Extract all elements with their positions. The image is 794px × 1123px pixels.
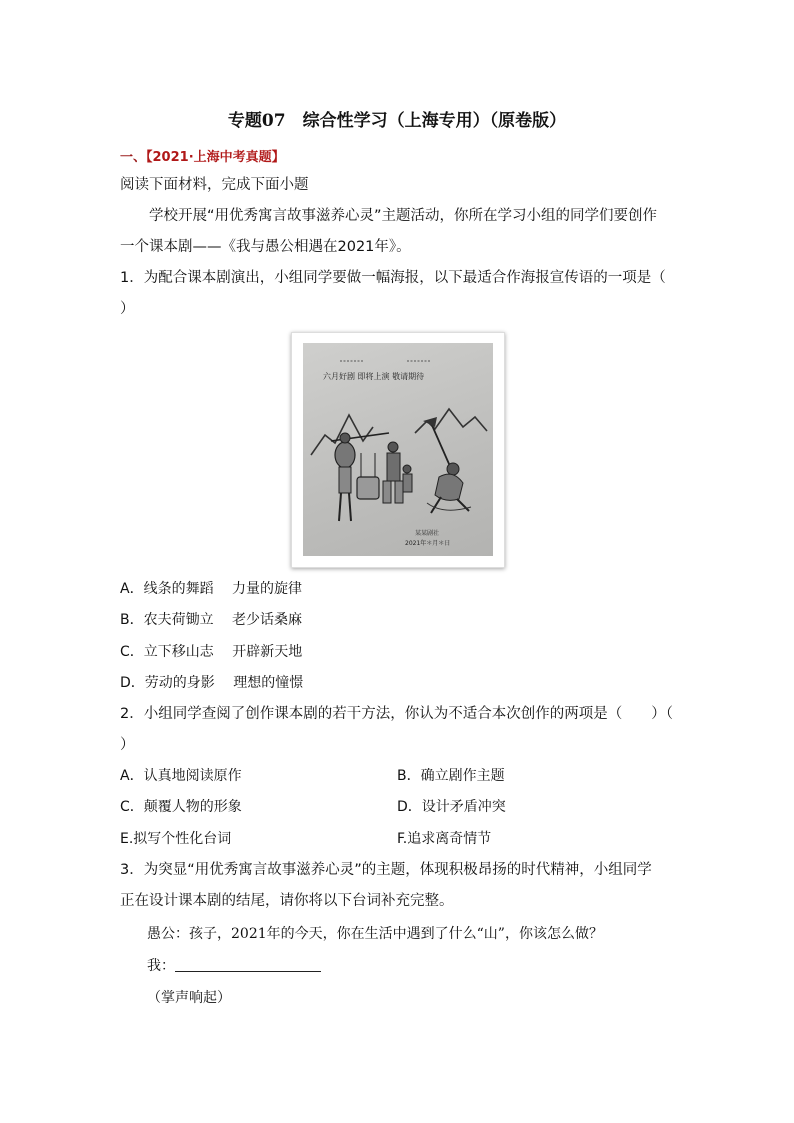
poster-image bbox=[291, 332, 505, 568]
dialogue-me bbox=[147, 956, 321, 976]
question-2-stem: 2．小组同学查阅了创作课本剧的若干方法，你认为不适合本次创作的两项是（ ）（ bbox=[120, 706, 673, 722]
intro-text: 阅读下面材料，完成下面小题 bbox=[120, 177, 309, 193]
section-header bbox=[120, 146, 285, 165]
material-line-1: 学校开展“用优秀寓言故事滋养心灵”主题活动，你所在学习小组的同学们要创作 bbox=[149, 208, 658, 224]
stage-direction: （掌声响起） bbox=[147, 990, 231, 1006]
question-1-stem: 1．为配合课本剧演出，小组同学要做一幅海报，以下最适合作海报宣传语的一项是（ bbox=[120, 270, 666, 286]
question-3-stem: 3．为突显“用优秀寓言故事滋养心灵”的主题，体现积极昂扬的时代精神，小组同学 bbox=[120, 862, 652, 878]
exam-source-tag: 【2021·上海中考真题】 bbox=[146, 150, 285, 165]
q1-option-c: C．立下移山志 开辟新天地 bbox=[120, 644, 303, 660]
q2-option-c: C．颠覆人物的形象 bbox=[120, 799, 242, 815]
page-title: 专题07 综合性学习（上海专用）（原卷版） bbox=[227, 111, 567, 131]
question-1-stem-close: ） bbox=[120, 301, 135, 317]
section-prefix: 一、 bbox=[120, 150, 147, 165]
q2-option-f: F.追求离奇情节 bbox=[397, 831, 492, 847]
dialogue-yugong: 愚公：孩子，2021年的今天，你在生活中遇到了什么“山”，你该怎么做？ bbox=[147, 926, 603, 942]
poster-date: 2021年＊月＊日 bbox=[405, 540, 451, 547]
q2-option-a: A．认真地阅读原作 bbox=[120, 768, 242, 784]
poster-photo bbox=[303, 343, 493, 556]
dialogue-me-label: 我： bbox=[147, 958, 175, 974]
q1-option-b: B．农夫荷锄立 老少话桑麻 bbox=[120, 612, 303, 628]
q1-option-a: A．线条的舞蹈 力量的旋律 bbox=[120, 581, 303, 597]
poster-signature: 某某剧社 bbox=[415, 530, 440, 537]
material-line-2: 一个课本剧——《我与愚公相遇在2021年》。 bbox=[120, 239, 411, 255]
poster-headline: 六月好剧 即将上演 敬请期待 bbox=[323, 372, 425, 381]
q1-option-d: D．劳动的身影 理想的憧憬 bbox=[120, 675, 304, 691]
q2-option-e: E.拟写个性化台词 bbox=[120, 831, 232, 847]
answer-blank[interactable] bbox=[175, 957, 321, 972]
q2-option-b: B．确立剧作主题 bbox=[397, 768, 505, 784]
question-3-stem-cont: 正在设计课本剧的结尾，请你将以下台词补充完整。 bbox=[120, 893, 454, 909]
q2-option-d: D．设计矛盾冲突 bbox=[397, 799, 506, 815]
question-2-stem-close: ） bbox=[120, 737, 135, 753]
